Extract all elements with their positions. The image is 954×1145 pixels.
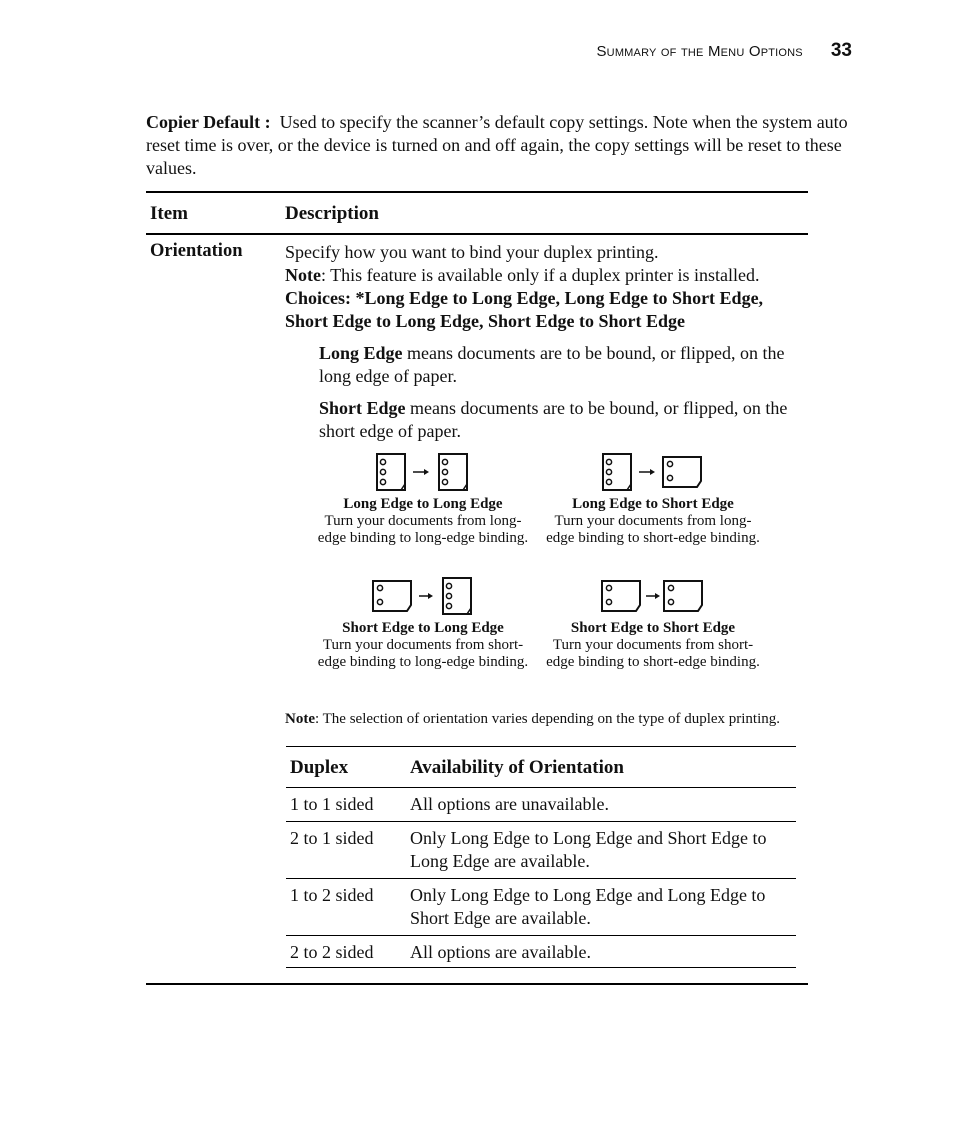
availability-cell: Only Long Edge to Long Edge and Long Edge to Short Edge are available. xyxy=(410,885,766,928)
long-edge-definition xyxy=(319,342,808,388)
orientation-note xyxy=(285,711,780,728)
desc-note xyxy=(285,264,808,287)
table-header-row xyxy=(146,193,808,233)
short-edge-text: means documents are to be bound, or flipped, on the short edge of paper. xyxy=(319,398,788,441)
short-to-short-icon xyxy=(600,575,706,617)
menu-options-table xyxy=(146,191,808,985)
diagram-desc-line2: edge binding to short-edge binding. xyxy=(546,654,760,670)
diagram-desc-line2: edge binding to short-edge binding. xyxy=(546,530,760,546)
diagram-desc-line1: Turn your documents from long- xyxy=(554,513,752,529)
intro-term: Copier Default : xyxy=(146,112,271,132)
diagram-title: Long Edge to Short Edge xyxy=(572,496,734,512)
diagram-title: Long Edge to Long Edge xyxy=(343,496,503,512)
diagram-desc-line1: Turn your documents from short- xyxy=(552,637,754,653)
diagram-desc-line1: Turn your documents from long- xyxy=(324,513,522,529)
long-edge-text: means documents are to be bound, or flipped, on the long edge of paper. xyxy=(319,343,785,386)
table-row-orientation xyxy=(146,235,808,983)
desc-choices xyxy=(285,287,808,333)
intro-paragraph xyxy=(146,111,858,180)
intro-text: Used to specify the scanner’s default copy settings. Note when the system auto reset time is over, or the device is turned on and off again, the copy settings will be reset to these values. xyxy=(146,112,848,178)
desc-choices-text: Choices: *Long Edge to Long Edge, Long Edge to Short Edge, Short Edge to Long Edge, Short Edge to Short Edge xyxy=(285,288,764,331)
diagram-desc-line1: Turn your documents from short- xyxy=(322,637,524,653)
header-description: Description xyxy=(285,203,379,224)
diagram-short-to-long xyxy=(308,575,538,671)
diagram-title: Short Edge to Short Edge xyxy=(570,620,736,636)
orientation-note-text: : The selection of orientation varies depending on the type of duplex printing. xyxy=(315,711,781,727)
header-availability: Availability of Orientation xyxy=(410,757,624,778)
table-row xyxy=(286,936,796,967)
item-orientation: Orientation xyxy=(150,241,243,261)
diagram-desc-line2: edge binding to long-edge binding. xyxy=(317,530,529,546)
duplex-table xyxy=(286,746,796,968)
diagram-long-to-long xyxy=(308,451,538,547)
long-edge-term: Long Edge xyxy=(319,343,403,363)
short-edge-definition xyxy=(319,397,808,443)
table-bottom-rule xyxy=(146,983,808,985)
short-to-long-icon xyxy=(371,575,475,617)
short-edge-term: Short Edge xyxy=(319,398,406,418)
diagram-title: Short Edge to Long Edge xyxy=(342,620,504,636)
duplex-cell: 2 to 2 sided xyxy=(290,942,374,962)
page-number: 33 xyxy=(830,40,852,61)
table-row xyxy=(286,879,796,935)
duplex-cell: 2 to 1 sided xyxy=(290,828,374,848)
header-duplex: Duplex xyxy=(290,757,349,778)
duplex-cell: 1 to 1 sided xyxy=(290,794,374,814)
long-to-short-icon xyxy=(601,451,705,493)
desc-note-label: Note xyxy=(285,265,321,285)
orientation-description xyxy=(285,241,808,443)
long-to-long-icon xyxy=(375,451,471,493)
orientation-diagrams xyxy=(308,451,768,687)
table-row xyxy=(286,822,796,878)
availability-cell: Only Long Edge to Long Edge and Short Edge to Long Edge are available. xyxy=(410,828,767,871)
desc-note-text: : This feature is available only if a duplex printer is installed. xyxy=(320,265,760,285)
header-item: Item xyxy=(150,203,188,224)
duplex-header-row xyxy=(286,747,796,787)
diagram-short-to-short xyxy=(538,575,768,671)
duplex-bottom-rule xyxy=(286,967,796,968)
orientation-note-label: Note xyxy=(285,711,315,727)
running-head xyxy=(596,40,852,62)
diagram-long-to-short xyxy=(538,451,768,547)
table-row xyxy=(286,788,796,821)
availability-cell: All options are unavailable. xyxy=(410,794,609,814)
desc-line: Specify how you want to bind your duplex printing. xyxy=(285,242,659,262)
diagram-desc-line2: edge binding to long-edge binding. xyxy=(317,654,529,670)
duplex-cell: 1 to 2 sided xyxy=(290,885,374,905)
section-title: Summary of the Menu Options xyxy=(596,43,803,60)
availability-cell: All options are available. xyxy=(410,942,591,962)
